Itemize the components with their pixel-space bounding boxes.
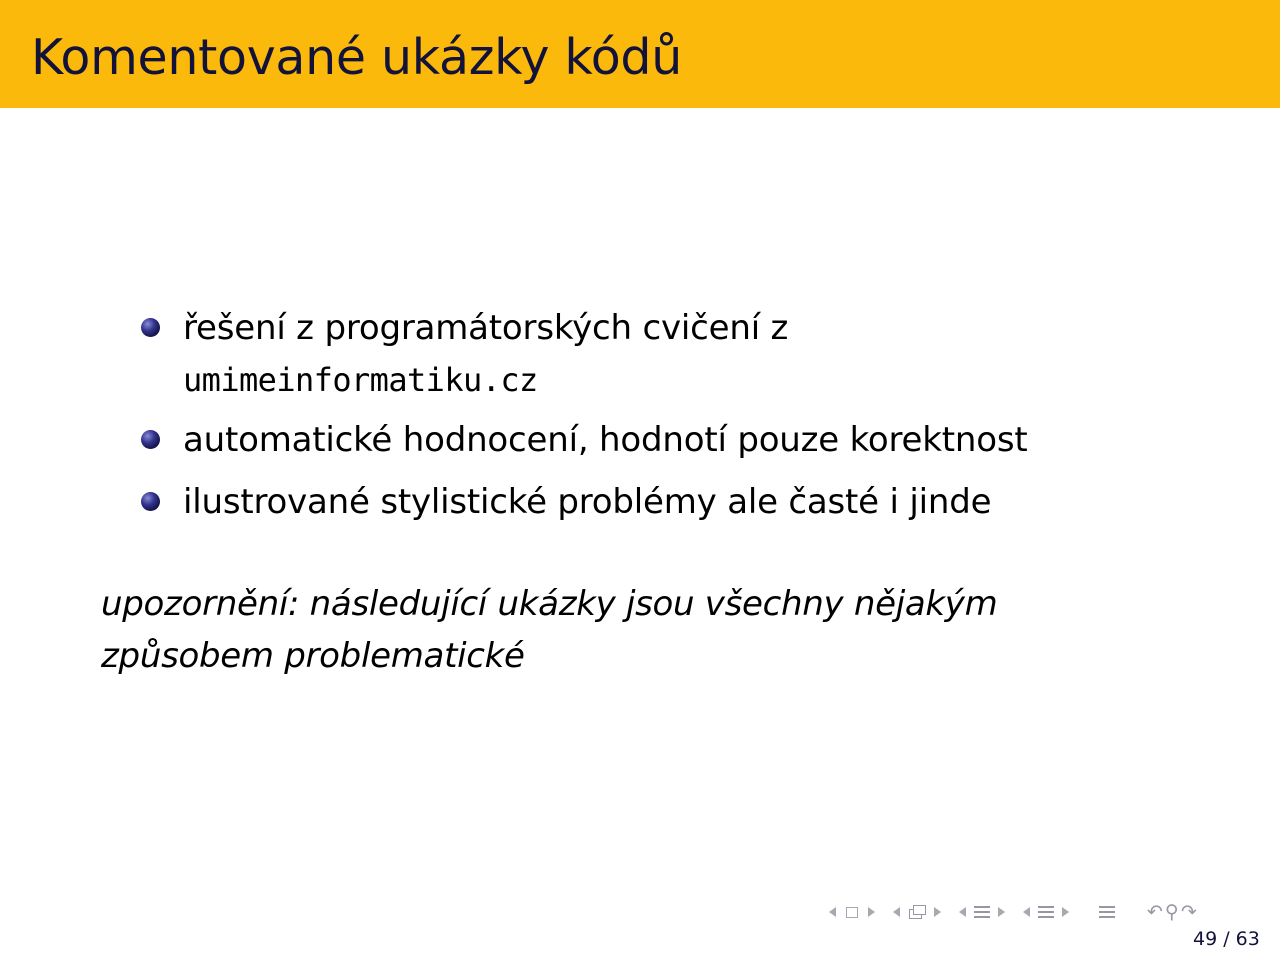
nav-next-subsection-icon[interactable] [998, 907, 1005, 917]
bullet-icon [141, 318, 160, 337]
nav-section-group [1020, 904, 1072, 920]
bullet-text: řešení z programátorských cvičení z [183, 308, 789, 348]
nav-next-frame-icon[interactable] [868, 907, 875, 917]
nav-subsection-group [956, 904, 1008, 920]
bullet-item [183, 302, 788, 406]
document-icon[interactable] [1099, 904, 1115, 920]
warning-note-line: upozornění: následující ukázky jsou všechny nějakým [101, 584, 998, 624]
nav-next-section-icon[interactable] [1062, 907, 1069, 917]
warning-note [101, 578, 997, 682]
warning-note-line: způsobem problematické [101, 636, 525, 676]
search-icon[interactable]: ⚲ [1164, 900, 1179, 923]
redo-icon[interactable]: ↷ [1180, 900, 1197, 923]
section-icon[interactable] [1038, 904, 1054, 920]
bullet-item [183, 476, 991, 528]
slide-title: Komentované ukázky kódů [31, 29, 682, 86]
beamer-navigation [826, 900, 1198, 924]
nav-prev-slide-icon[interactable] [893, 907, 900, 917]
bullet-item [183, 414, 1027, 466]
bullet-url: umimeinformatiku.cz [183, 361, 538, 399]
bullet-text: automatické hodnocení, hodnotí pouze korektnost [183, 420, 1028, 460]
frame-icon[interactable] [846, 907, 858, 918]
nav-prev-section-icon[interactable] [1023, 907, 1030, 917]
bullet-text: ilustrované stylistické problémy ale časté i jinde [183, 482, 992, 522]
nav-document-group [1094, 904, 1120, 920]
nav-slide-group [890, 905, 944, 919]
nav-frame-group [826, 907, 878, 918]
nav-tools-group [1146, 900, 1198, 923]
nav-prev-subsection-icon[interactable] [959, 907, 966, 917]
title-bar [0, 0, 1280, 108]
subsection-icon[interactable] [974, 904, 990, 920]
slide-stack-icon[interactable] [908, 905, 926, 919]
undo-icon[interactable]: ↶ [1147, 900, 1163, 923]
page-number: 49 / 63 [1193, 928, 1260, 950]
bullet-icon [141, 430, 160, 449]
bullet-icon [141, 492, 160, 511]
nav-prev-frame-icon[interactable] [829, 907, 836, 917]
nav-next-slide-icon[interactable] [934, 907, 941, 917]
